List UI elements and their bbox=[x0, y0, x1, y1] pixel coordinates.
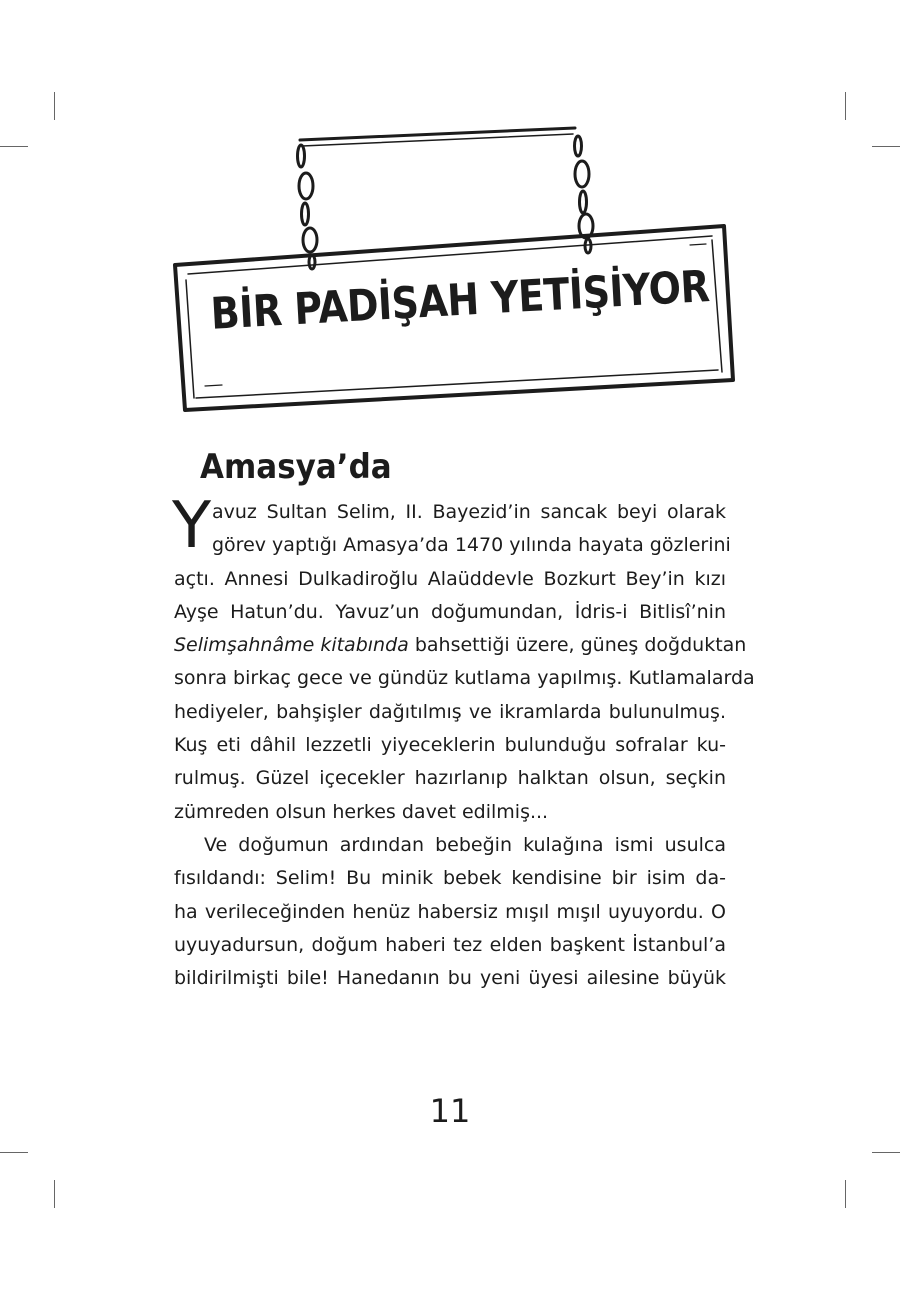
text-line: avuz Sultan Selim, II. Bayezid’in sancak beyi olarak bbox=[212, 501, 726, 523]
text-line: uyuyadursun, doğum haberi tez elden başkent İstanbul’a bbox=[174, 933, 726, 956]
text-line: görev yaptığı Amasya’da 1470 yılında hayata gözlerini bbox=[212, 534, 731, 557]
text-line: hediyeler, bahşişler dağıtılmış ve ikramlarda bulunulmuş. bbox=[174, 700, 726, 723]
text-line: sonra birkaç gece ve gündüz kutlama yapılmış. Kutlamalarda bbox=[174, 667, 755, 690]
text-line: Kuş eti dâhil lezzetli yiyeceklerin bulunduğu sofralar ku- bbox=[174, 734, 726, 757]
text-line: zümreden olsun herkes davet edilmiş... bbox=[174, 800, 549, 823]
crop-mark bbox=[845, 1180, 846, 1208]
page-number: 11 bbox=[429, 1092, 471, 1130]
text-line: bildirilmişti bile! Hanedanın bu yeni üyesi ailesine büyük bbox=[174, 967, 726, 990]
text-line: rulmuş. Güzel içecekler hazırlanıp halktan olsun, seçkin bbox=[174, 767, 726, 790]
crop-mark bbox=[54, 1180, 55, 1208]
text-line bbox=[174, 629, 747, 662]
text-run: bahsettiği üzere, güneş doğduktan bbox=[408, 634, 747, 657]
chapter-title: BİR PADİŞAH YETİŞİYOR bbox=[209, 260, 711, 340]
text-line: açtı. Annesi Dulkadiroğlu Alaüddevle Bozkurt Bey’in kızı bbox=[174, 567, 726, 590]
text-line: Ayşe Hatun’du. Yavuz’un doğumundan, İdris-i Bitlisî’nin bbox=[174, 600, 726, 623]
chain-left bbox=[298, 145, 318, 269]
text-line: ha verileceğinden henüz habersiz mışıl mışıl uyuyordu. O bbox=[174, 900, 726, 923]
drop-cap: Y bbox=[172, 489, 212, 563]
crop-mark bbox=[0, 1152, 28, 1153]
text-line: fısıldandı: Selim! Bu minik bebek kendisine bir isim da- bbox=[174, 867, 726, 890]
book-title-italic: Selimşahnâme kitabında bbox=[174, 634, 409, 657]
paragraph bbox=[172, 489, 755, 829]
paragraph bbox=[174, 829, 726, 995]
text-line: Ve doğumun ardından bebeğin kulağına ismi usulca bbox=[204, 834, 726, 856]
hanging-sign-illustration bbox=[0, 0, 900, 430]
crop-mark bbox=[872, 1152, 900, 1153]
section-heading: Amasya’da bbox=[200, 448, 392, 487]
